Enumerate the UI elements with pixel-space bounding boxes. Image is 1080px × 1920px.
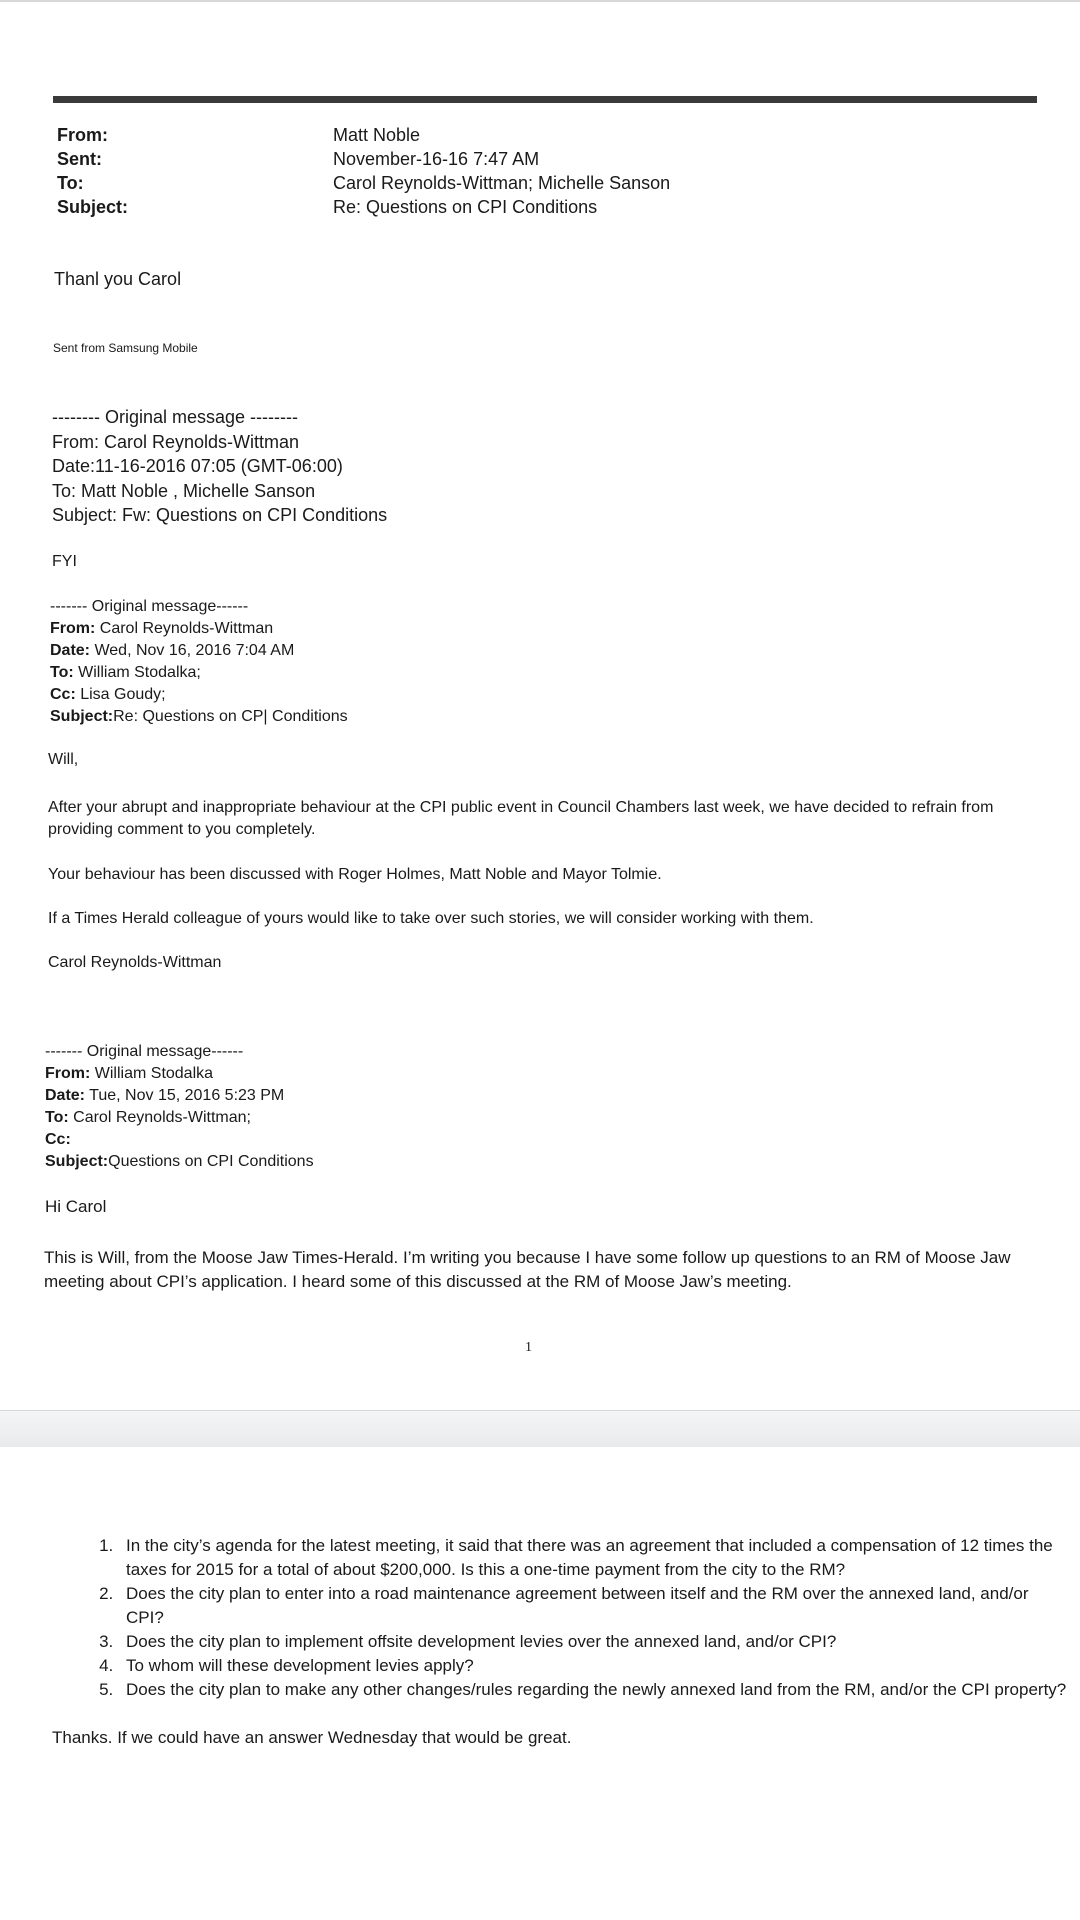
orig2-date: Wed, Nov 16, 2016 7:04 AM — [90, 642, 295, 659]
mobile-signature: Sent from Samsung Mobile — [53, 341, 198, 355]
sent-label: Sent: — [57, 149, 102, 169]
orig2-title: ------- Original message------ — [50, 598, 249, 615]
orig3-cc-label: Cc: — [45, 1131, 71, 1148]
orig2-cc: Lisa Goudy; — [75, 686, 166, 703]
orig3-greeting: Hi Carol — [45, 1197, 107, 1216]
orig2-to-label: To: — [50, 664, 74, 681]
to-label: To: — [57, 173, 84, 193]
orig2-cc-line — [50, 684, 348, 706]
orig3-date-label: Date: — [45, 1087, 86, 1104]
header-rule — [53, 96, 1037, 103]
top-border — [0, 0, 1080, 2]
orig3-cc-line — [45, 1129, 314, 1151]
orig1-subject: Subject: Fw: Questions on CPI Conditions — [52, 505, 388, 525]
list-item: 4. To whom will these development levies apply? — [118, 1654, 1068, 1678]
orig2-subject-line — [50, 706, 348, 728]
to-value: Carol Reynolds-Wittman; Michelle Sanson — [333, 173, 671, 193]
orig1-from: From: Carol Reynolds-Wittman — [52, 431, 300, 452]
orig3-from: William Stodalka — [90, 1065, 214, 1082]
orig3-date: Tue, Nov 15, 2016 5:23 PM — [85, 1087, 285, 1104]
orig2-to: William Stodalka; — [73, 664, 201, 681]
reply-body: Thanl you Carol — [54, 269, 182, 289]
subject-label: Subject: — [57, 197, 129, 217]
list-item: 3. Does the city plan to implement offsite development levies over the annexed land, and/or CPI? — [118, 1630, 1068, 1654]
list-item: 1. In the city’s agenda for the latest meeting, it said that there was an agreement that included a compensation of 12 times the taxes for 2015 for a total of about $200,000. Is this a one-time payment from the city to the RM? — [118, 1534, 1068, 1582]
orig3-date-line — [45, 1085, 314, 1107]
orig2-cc-label: Cc: — [50, 686, 76, 703]
orig3-to-label: To: — [45, 1109, 69, 1126]
orig3-to-line — [45, 1107, 314, 1129]
questions-list — [88, 1534, 1068, 1702]
orig2-greeting: Will, — [48, 751, 79, 768]
closing-line: Thanks. If we could have an answer Wednesday that would be great. — [52, 1728, 572, 1747]
from-value: Matt Noble — [333, 125, 421, 145]
orig3-to: Carol Reynolds-Wittman; — [68, 1109, 251, 1126]
original-message-1 — [52, 405, 387, 528]
original-message-2 — [50, 596, 348, 728]
page-number: 1 — [525, 1340, 532, 1355]
orig2-from: Carol Reynolds-Wittman — [95, 620, 274, 637]
subject-value: Re: Questions on CPI Conditions — [333, 197, 598, 217]
orig2-subject-label: Subject: — [50, 708, 114, 725]
page-separator — [0, 1410, 1080, 1448]
orig2-from-label: From: — [50, 620, 96, 637]
orig1-date: Date:11-16-2016 07:05 (GMT-06:00) — [52, 456, 343, 476]
original-message-3 — [45, 1041, 314, 1173]
orig2-para3: If a Times Herald colleague of yours would like to take over such stories, we will consider working with them. — [48, 910, 814, 927]
orig2-subject: Re: Questions on CP| Conditions — [113, 708, 348, 725]
orig2-to-line — [50, 662, 348, 684]
orig1-body: FYI — [52, 553, 77, 570]
orig2-para2: Your behaviour has been discussed with Roger Holmes, Matt Noble and Mayor Tolmie. — [48, 866, 662, 883]
list-item: 5. Does the city plan to make any other changes/rules regarding the newly annexed land from the RM, and/or the CPI property? — [118, 1678, 1068, 1702]
orig3-subject-label: Subject: — [45, 1153, 109, 1170]
orig1-to: To: Matt Noble , Michelle Sanson — [52, 480, 316, 501]
orig2-from-line — [50, 618, 348, 640]
orig1-title: -------- Original message -------- — [52, 407, 298, 427]
orig2-para1: After your abrupt and inappropriate behaviour at the CPI public event in Council Chambers last week, we have decided to refrain from providing comment to you completely. — [48, 799, 994, 838]
orig2-date-label: Date: — [50, 642, 91, 659]
orig3-subject-line — [45, 1151, 314, 1173]
orig3-from-label: From: — [45, 1065, 91, 1082]
orig2-date-line — [50, 640, 348, 662]
orig3-from-line — [45, 1063, 314, 1085]
orig2-signoff: Carol Reynolds-Wittman — [48, 954, 222, 971]
list-item: 2. Does the city plan to enter into a road maintenance agreement between itself and the RM over the annexed land, and/or CPI? — [118, 1582, 1068, 1630]
orig3-para1: This is Will, from the Moose Jaw Times-Herald. I’m writing you because I have some follow up questions to an RM of Moose Jaw meeting about CPI’s application. I heard some of this discussed at the RM of Moose Jaw’s meeting. — [44, 1248, 1011, 1291]
from-label: From: — [57, 125, 108, 145]
orig3-subject: Questions on CPI Conditions — [108, 1153, 314, 1170]
sent-value: November-16-16 7:47 AM — [333, 149, 540, 169]
orig3-title: ------- Original message------ — [45, 1043, 244, 1060]
